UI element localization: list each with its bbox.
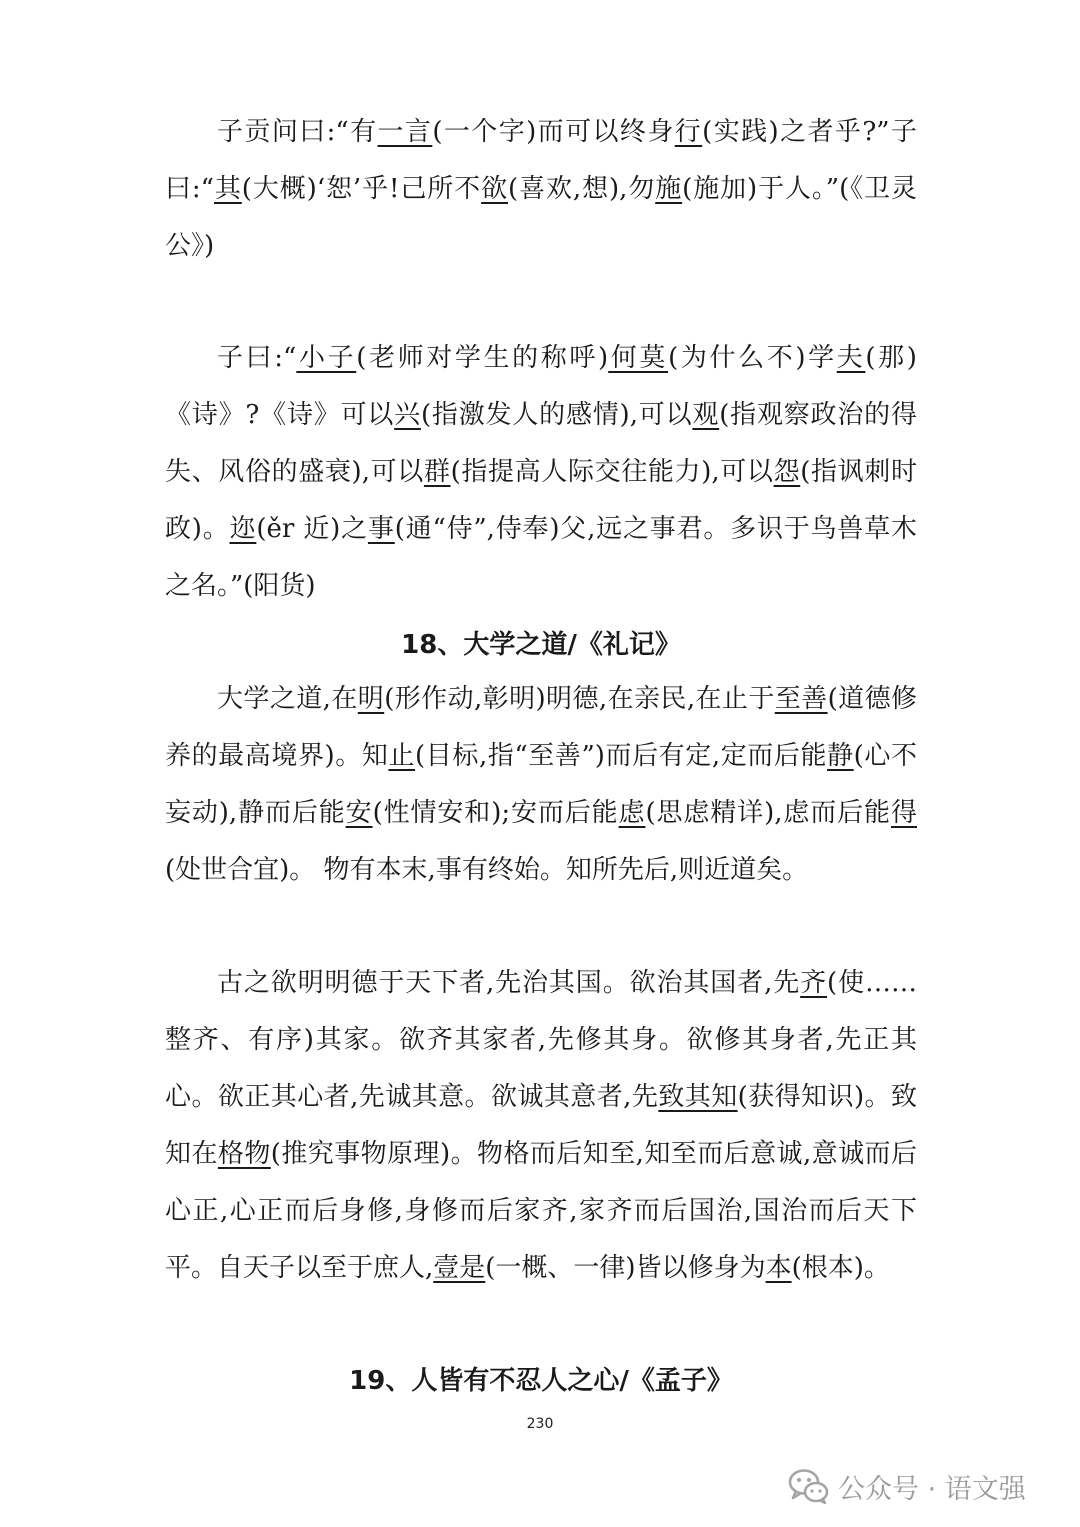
- annotated-word: 致其知: [658, 1082, 738, 1112]
- annotated-word: 群: [423, 457, 451, 487]
- text-segment: 大学之道,在: [217, 684, 358, 714]
- watermark-text: 公众号 · 语文强: [838, 1473, 1026, 1505]
- text-segment: (思虑精详),虑而后能: [645, 798, 891, 828]
- annotated-word: 施: [655, 174, 683, 204]
- annotated-word: 兴: [394, 400, 421, 430]
- text-segment: (大概)‘恕’乎!己所不: [241, 174, 482, 204]
- annotated-word: 事: [367, 514, 395, 544]
- text-segment: 子贡问曰:“有: [217, 117, 378, 147]
- text-segment: (使……整齐、有序)其家。欲齐其家者,先修其身。欲修其身者,先正其心。欲正其心者,先诚其意。欲诚其意者,先: [165, 968, 917, 1112]
- text-segment: (根本)。: [791, 1253, 890, 1283]
- text-segment: (道德修养的最高境界)。知: [165, 684, 917, 771]
- annotated-word: 夫: [836, 343, 866, 373]
- paragraph-daxue-2: [165, 955, 917, 1297]
- annotated-word: 壹是: [433, 1253, 486, 1283]
- paragraph-daxue-1: [165, 671, 917, 899]
- text-segment: (通“侍”,侍奉)父,远之事君。多识于鸟兽草木之名。”(阳货): [165, 514, 917, 601]
- annotated-word: 得: [890, 798, 917, 828]
- text-segment: (喜欢,想),勿: [508, 174, 656, 204]
- annotated-word: 齐: [800, 968, 828, 998]
- text-segment: (指提高人际交往能力),可以: [450, 457, 774, 487]
- section-heading-19: 19、人皆有不忍人之心/《孟子》: [349, 1366, 733, 1396]
- annotated-word: 何莫: [608, 343, 669, 373]
- annotated-word: 一言: [377, 117, 433, 147]
- text-segment: 古之欲明明德于天下者,先治其国。欲治其国者,先: [217, 968, 801, 998]
- text-segment: (性情安和);安而后能: [372, 798, 619, 828]
- annotated-word: 行: [674, 117, 703, 147]
- text-segment: (ěr 近)之: [256, 514, 368, 544]
- text-segment: (实践)之者乎?”子曰:“: [165, 117, 917, 204]
- annotated-word: 欲: [481, 174, 509, 204]
- text-segment: (心不妄动),静而后能: [165, 741, 917, 828]
- annotated-word: 迩: [229, 514, 257, 544]
- text-segment: (为什么不)学: [668, 343, 837, 373]
- annotated-word: 观: [692, 400, 720, 430]
- annotated-word: 怨: [773, 457, 801, 487]
- text-segment: (指观察政治的得失、风俗的盛衰),可以: [165, 400, 917, 487]
- annotated-word: 本: [765, 1253, 792, 1283]
- annotated-word: 安: [345, 798, 373, 828]
- wechat-icon: [788, 1468, 830, 1504]
- annotated-word: 小子: [296, 343, 357, 373]
- annotated-word: 格物: [217, 1139, 271, 1169]
- annotated-word: 止: [388, 741, 416, 771]
- text-segment: (指讽刺时政)。: [165, 457, 917, 544]
- page-number: 230: [526, 1416, 554, 1432]
- text-segment: (目标,指“至善”)而后有定,定而后能: [415, 741, 828, 771]
- text-segment: 子曰:“: [217, 343, 297, 373]
- text-segment: (处世合宜)。 物有本末,事有终始。知所先后,则近道矣。: [165, 855, 809, 885]
- annotated-word: 至善: [774, 684, 828, 714]
- text-segment: (老师对学生的称呼): [356, 343, 609, 373]
- text-segment: (那)《诗》?《诗》可以: [165, 343, 917, 430]
- section-heading-18: 18、大学之道/《礼记》: [401, 630, 681, 660]
- text-segment: (形作动,彰明)明德,在亲民,在止于: [384, 684, 775, 714]
- paragraph-weilinggong: [165, 104, 917, 275]
- wechat-watermark: [788, 1466, 1026, 1506]
- annotated-word: 虑: [618, 798, 646, 828]
- paragraph-yanghuo: [165, 330, 917, 615]
- text-segment: (施加)于人。”(《卫灵公》): [165, 174, 917, 261]
- text-segment: (指激发人的感情),可以: [420, 400, 693, 430]
- annotated-word: 其: [213, 174, 242, 204]
- text-segment: (一个字)而可以终身: [432, 117, 675, 147]
- annotated-word: 静: [827, 741, 854, 771]
- text-segment: (获得知识)。致知在: [165, 1082, 917, 1169]
- text-segment: (推究事物原理)。物格而后知至,知至而后意诚,意诚而后心正,心正而后身修,身修而后家齐,家齐而后国治,国治而后天下平。自天子以至于庶人,: [165, 1139, 917, 1283]
- text-segment: (一概、一律)皆以修身为: [485, 1253, 766, 1283]
- annotated-word: 明: [357, 684, 385, 714]
